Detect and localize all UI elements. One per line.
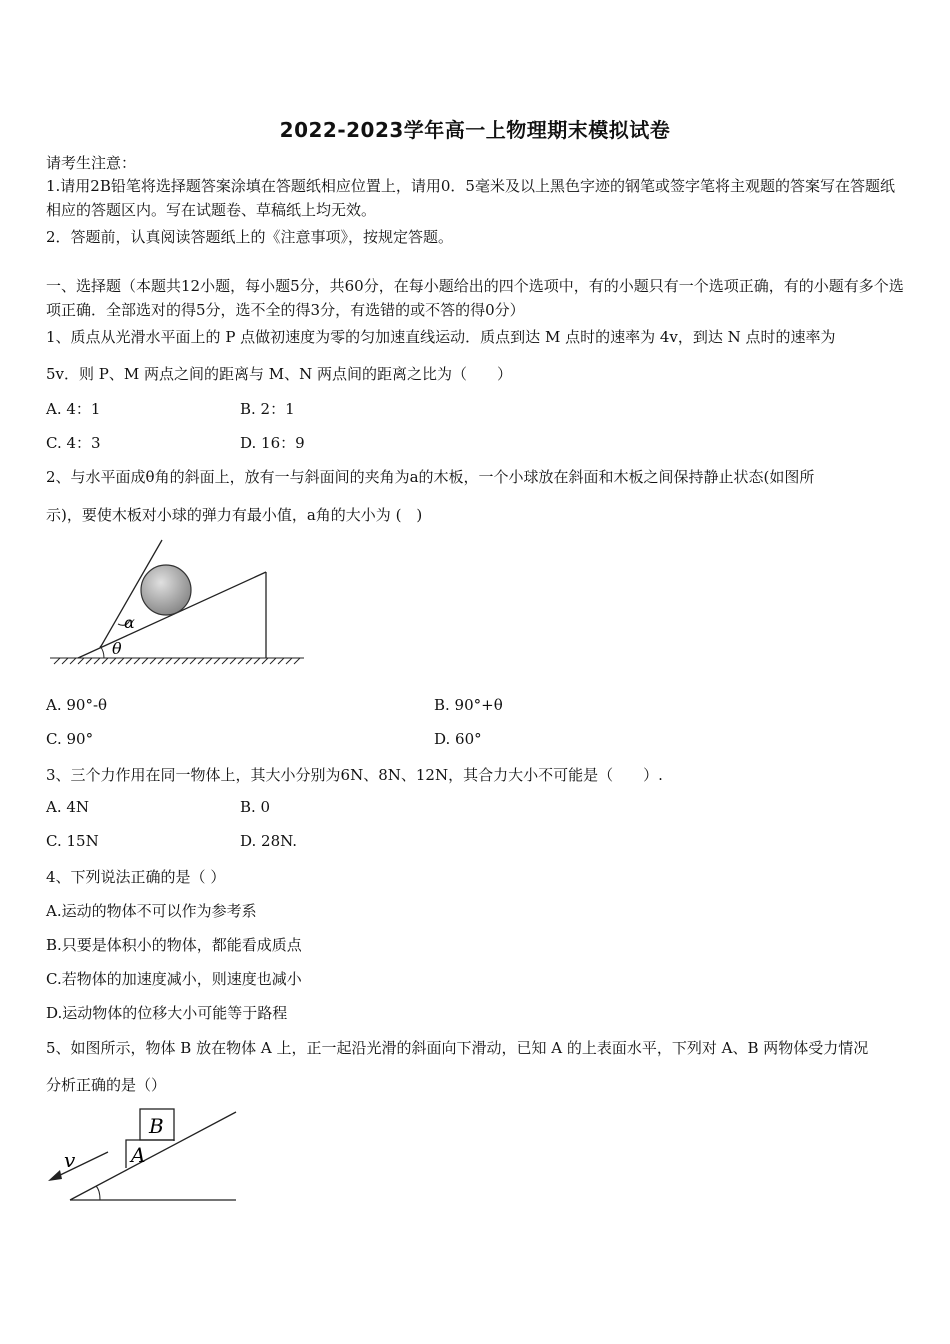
- page-title: 2022-2023学年高一上物理期末模拟试卷: [279, 118, 671, 142]
- q1-option-c: C. 4：3: [46, 434, 101, 452]
- velocity-arrowhead: [48, 1170, 62, 1181]
- q3-option-a: A. 4N: [46, 798, 90, 816]
- block-b-label: B: [149, 1114, 164, 1138]
- q1-option-b: B. 2：1: [240, 400, 295, 418]
- q5-stem-line2: 分析正确的是（）: [46, 1076, 167, 1094]
- block-a-label: A: [131, 1143, 146, 1167]
- q2-option-d: D. 60°: [434, 730, 482, 748]
- notice-item-1: 1.请用2B铅笔将选择题答案涂填在答题纸相应位置上，请用0．5毫米及以上黑色字迹的钢笔或签字笔将主观题的答案写在答题纸相应的答题区内。写在试题卷、草稿纸上均无效。: [46, 177, 895, 219]
- q2-option-b: B. 90°+θ: [434, 696, 503, 714]
- q2-stem-line1: 2、与水平面成θ角的斜面上，放有一与斜面间的夹角为a的木板，一个小球放在斜面和木板之间保持静止状态(如图所: [46, 468, 815, 486]
- section-heading: 一、选择题（本题共12小题，每小题5分，共60分，在每小题给出的四个选项中，有的小题只有一个选项正确，有的小题有多个选项正确．全部选对的得5分，选不全的得3分，有选错的或不答的得0分）: [46, 277, 904, 319]
- q4-stem: 4、下列说法正确的是（ ）: [46, 868, 226, 886]
- q2-option-c: C. 90°: [46, 730, 94, 748]
- q3-option-c: C. 15N: [46, 832, 99, 850]
- velocity-label: v: [64, 1148, 76, 1172]
- q2-stem-line2: 示)，要使木板对小球的弹力有最小值，a角的大小为 ( ): [46, 506, 423, 524]
- q1-stem-line2: 5v．则 P、M 两点之间的距离与 M、N 两点间的距离之比为（ ）: [46, 365, 513, 383]
- alpha-label: α: [124, 613, 135, 632]
- q3-option-d: D. 28N.: [240, 832, 298, 850]
- notice-heading: 请考生注意：: [46, 154, 137, 172]
- theta-label: θ: [112, 639, 122, 658]
- notice-item-2: 2．答题前，认真阅读答题纸上的《注意事项》，按规定答题。: [46, 228, 454, 246]
- q4-option-d: D.运动物体的位移大小可能等于路程: [46, 1004, 288, 1022]
- angle-arc: [96, 1186, 100, 1200]
- q4-option-a: A.运动的物体不可以作为参考系: [46, 902, 257, 920]
- q5-stem-line1: 5、如图所示，物体 B 放在物体 A 上，正一起沿光滑的斜面向下滑动，已知 A 的上表面水平，下列对 A、B 两物体受力情况: [46, 1039, 869, 1057]
- q1-stem-line1: 1、质点从光滑水平面上的 P 点做初速度为零的匀加速直线运动．质点到达 M 点时的速率为 4v，到达 N 点时的速率为: [46, 328, 836, 346]
- q3-option-b: B. 0: [240, 798, 271, 816]
- q3-stem: 3、三个力作用在同一物体上，其大小分别为6N、8N、12N，其合力大小不可能是（ ）.: [46, 766, 663, 784]
- velocity-arrow: [54, 1152, 108, 1178]
- q4-option-b: B.只要是体积小的物体，都能看成质点: [46, 936, 302, 954]
- q1-option-a: A. 4：1: [46, 400, 101, 418]
- q2-option-a: A. 90°-θ: [46, 696, 108, 714]
- q4-option-c: C.若物体的加速度减小，则速度也减小: [46, 970, 302, 988]
- q1-option-d: D. 16：9: [240, 434, 305, 452]
